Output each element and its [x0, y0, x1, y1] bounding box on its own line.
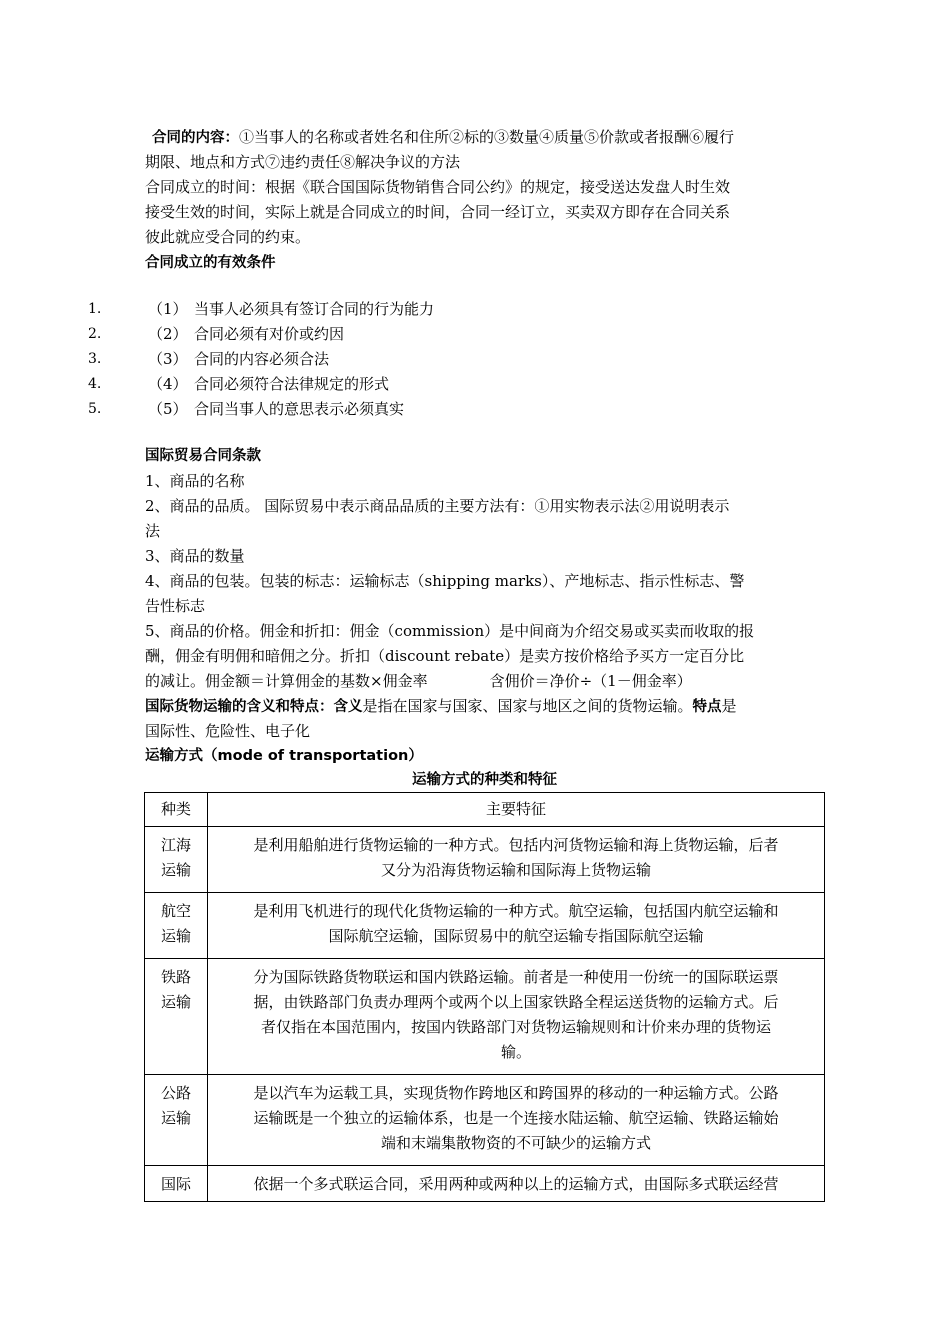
list-item-text: 合同必须有对价或约因 — [194, 325, 345, 343]
feature-cell: 依据一个多式联运合同，采用两种或两种以上的运输方式，由国际多式联运经营 — [208, 1166, 825, 1202]
clause-line: 1、商品的名称 — [145, 472, 245, 490]
mode-cell: 铁路 运输 — [145, 959, 208, 1075]
features-text: 是 — [721, 697, 737, 715]
table-header-row — [145, 793, 825, 827]
commission-price-formula: 含佣价＝净价÷（1－佣金率） — [489, 672, 692, 690]
table-header-cell: 种类 — [145, 793, 208, 827]
contract-content-line-2: 期限、地点和方式⑦违约责任⑧解决争议的方法 — [145, 153, 461, 171]
list-item-paren: （2） — [148, 325, 188, 343]
list-item — [148, 347, 329, 372]
feature-cell: 分为国际铁路货物联运和国内铁路运输。前者是一种使用一份统一的国际联运票 据，由铁路部门负责办理两个或两个以上国家铁路全程运送货物的运输方式。后 者仅指在本国范围内，按国内铁路部门对货物运输规则和计价来办理的货物运 输。 — [208, 959, 825, 1075]
clause-line: 告性标志 — [145, 597, 206, 615]
clause-line: 4、商品的包装。包装的标志：运输标志（shipping marks）、产地标志、指示性标志、警 — [145, 572, 745, 590]
table-row — [145, 827, 825, 893]
transport-definition-line-2: 国际性、危险性、电子化 — [145, 722, 311, 740]
contract-content-label: 合同的内容： — [152, 130, 239, 146]
mode-cell: 江海 运输 — [145, 827, 208, 893]
clause-line: 酬，佣金有明佣和暗佣之分。折扣（discount rebate）是卖方按价格给予买方一定百分比 — [145, 647, 745, 665]
contract-content-line-1 — [152, 125, 820, 151]
list-item — [148, 397, 404, 422]
list-item-paren: （1） — [148, 300, 188, 318]
feature-cell: 是利用飞机进行的现代化货物运输的一种方式。航空运输，包括国内航空运输和 国际航空运输，国际贸易中的航空运输专指国际航空运输 — [208, 893, 825, 959]
formation-time-line-2: 接受生效的时间，实际上就是合同成立的时间，合同一经订立，买卖双方即存在合同关系 — [145, 203, 731, 221]
clause-line — [145, 669, 813, 694]
commission-formula: 的减让。佣金额＝计算佣金的基数×佣金率 — [145, 672, 428, 690]
list-item-paren: （3） — [148, 350, 188, 368]
list-item-text: 当事人必须具有签订合同的行为能力 — [194, 300, 435, 318]
feature-cell: 是利用船舶进行货物运输的一种方式。包括内河货物运输和海上货物运输，后者 又分为沿海货物运输和国际海上货物运输 — [208, 827, 825, 893]
list-item-paren: （5） — [148, 400, 188, 418]
list-number: 1. — [88, 301, 102, 317]
formation-time-line-1: 合同成立的时间：根据《联合国国际货物销售合同公约》的规定，接受送达发盘人时生效 — [145, 178, 731, 196]
validity-heading: 合同成立的有效条件 — [145, 255, 276, 271]
transport-heading: 国际货物运输的含义和特点： — [145, 699, 334, 715]
list-number: 5. — [88, 401, 102, 417]
meaning-label: 含义 — [333, 699, 363, 715]
clause-line: 3、商品的数量 — [145, 547, 245, 565]
list-item — [148, 372, 389, 397]
table-row — [145, 959, 825, 1075]
table-row — [145, 1075, 825, 1166]
mode-cell: 国际 — [145, 1166, 208, 1202]
mode-cell: 公路 运输 — [145, 1075, 208, 1166]
formation-time-line-3: 彼此就应受合同的约束。 — [145, 228, 311, 246]
list-number: 4. — [88, 376, 102, 392]
list-number: 3. — [88, 351, 102, 367]
clauses-heading: 国际贸易合同条款 — [145, 448, 261, 464]
list-number: 2. — [88, 326, 102, 342]
list-item — [148, 322, 344, 347]
mode-cell: 航空 运输 — [145, 893, 208, 959]
list-item-text: 合同必须符合法律规定的形式 — [194, 375, 390, 393]
feature-cell: 是以汽车为运载工具，实现货物作跨地区和跨国界的移动的一种运输方式。公路 运输既是一个独立的运输体系，也是一个连接水陆运输、航空运输、铁路运输始 端和末端集散物资的不可缺少的运输方式 — [208, 1075, 825, 1166]
transport-definition-line-1 — [145, 694, 813, 720]
list-item-text: 合同的内容必须合法 — [194, 350, 330, 368]
clause-line: 2、商品的品质。 国际贸易中表示商品品质的主要方法有：①用实物表示法②用说明表示 — [145, 497, 730, 515]
clause-line: 5、商品的价格。佣金和折扣：佣金（commission）是中间商为介绍交易或买卖而收取的报 — [145, 622, 755, 640]
meaning-text: 是指在国家与国家、国家与地区之间的货物运输。 — [362, 697, 693, 715]
features-label: 特点 — [692, 699, 722, 715]
table-header-cell: 主要特征 — [208, 793, 825, 827]
contract-content-text-1: ①当事人的名称或者姓名和住所②标的③数量④质量⑤价款或者报酬⑥履行 — [239, 128, 735, 146]
clause-line: 法 — [145, 522, 161, 540]
list-item-text: 合同当事人的意思表示必须真实 — [194, 400, 405, 418]
transport-modes-table — [144, 792, 825, 1202]
table-row — [145, 1166, 825, 1202]
list-item-paren: （4） — [148, 375, 188, 393]
table-caption: 运输方式的种类和特征 — [412, 772, 557, 788]
table-row — [145, 893, 825, 959]
list-item — [148, 297, 434, 322]
transport-modes-heading: 运输方式（mode of transportation） — [145, 748, 423, 764]
